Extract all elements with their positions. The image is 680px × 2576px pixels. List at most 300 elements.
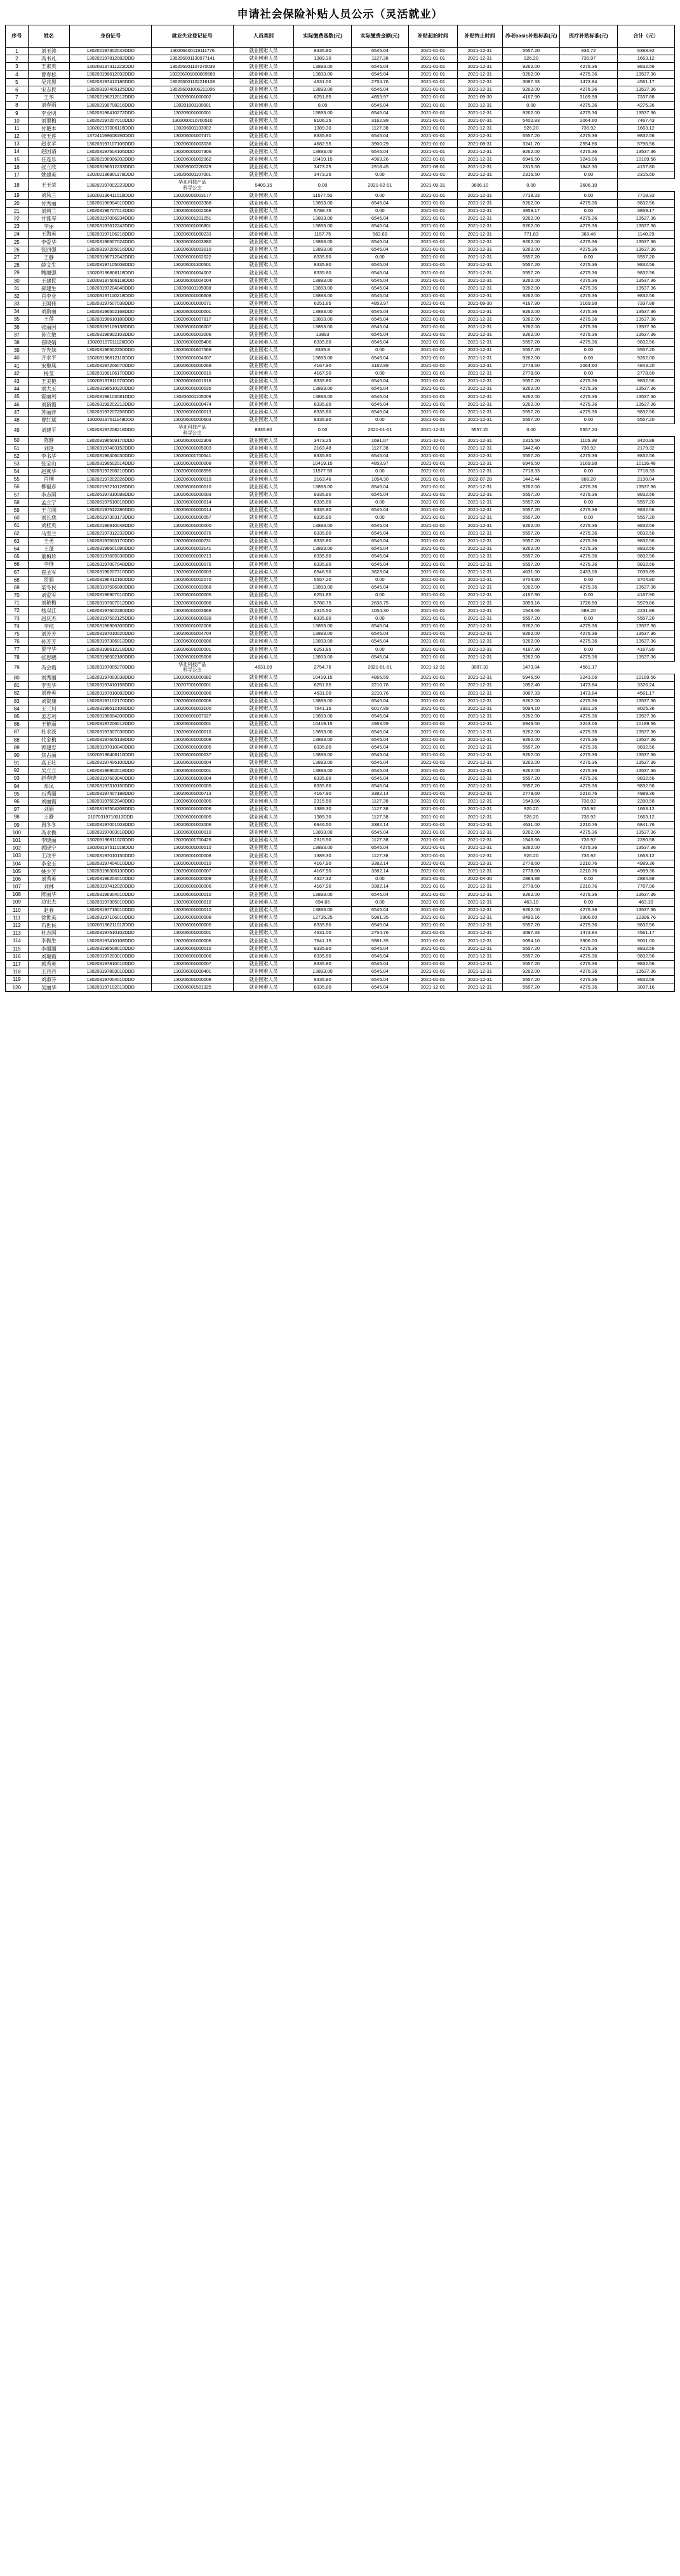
row-payment-base: 8335.80 (294, 976, 351, 984)
row-name: 李书华 (28, 452, 70, 460)
row-total: 4561.17 (617, 930, 674, 937)
row-id-number: 130203197715010DDD (70, 906, 152, 914)
row-medical-subsidy: 4275.36 (560, 775, 617, 782)
row-name: 焦占丽 (28, 751, 70, 759)
row-index: 109 (6, 898, 29, 906)
row-medical-subsidy: 4275.36 (560, 133, 617, 140)
row-name: 李群 (28, 561, 70, 568)
row-person-type: 就业困难人员 (233, 545, 294, 552)
row-start-date: 2021-01-01 (409, 674, 458, 682)
table-row (6, 968, 675, 976)
row-medical-subsidy: 4275.36 (560, 102, 617, 109)
table-row (6, 615, 675, 622)
row-start-date: 2021-01-01 (409, 806, 458, 813)
row-index: 95 (6, 790, 29, 797)
row-payment-base: 13893.00 (294, 308, 351, 316)
row-payment-amount: 6545.04 (351, 759, 408, 767)
row-person-type: 就业困难人员 (233, 207, 294, 215)
table-row (6, 223, 675, 230)
table-row (6, 452, 675, 460)
row-index: 36 (6, 323, 29, 331)
row-index: 94 (6, 782, 29, 790)
row-name: 刘芳芳 (28, 631, 70, 638)
row-payment-base: 8335.80 (294, 491, 351, 498)
row-pension-subsidy: 3087.33 (502, 78, 559, 86)
row-end-date: 2021-12-31 (457, 653, 502, 661)
row-payment-base: 12735.25 (294, 914, 351, 921)
row-start-date: 2021-01-01 (409, 207, 458, 215)
row-payment-base: 3473.25 (294, 163, 351, 171)
row-start-date: 2021-01-01 (409, 308, 458, 316)
row-person-type: 就业困难人员 (233, 117, 294, 124)
row-person-type: 就业困难人员 (233, 339, 294, 347)
row-payment-amount: 6545.04 (351, 736, 408, 744)
row-start-date: 2021-01-01 (409, 86, 458, 93)
row-registration-number: 130206001007027 (151, 712, 233, 720)
row-registration-number: 130206001000076 (151, 530, 233, 537)
row-name: 王美艳 (28, 377, 70, 385)
row-total: 13537.36 (617, 697, 674, 705)
row-end-date: 2021-12-31 (457, 530, 502, 537)
row-start-date: 2021-01-01 (409, 690, 458, 697)
row-name: 张丽国 (28, 323, 70, 331)
row-registration-number: 130206001000010 (151, 728, 233, 736)
row-total: 13537.36 (617, 316, 674, 323)
table-row (6, 362, 675, 370)
row-end-date: 2021-12-31 (457, 370, 502, 377)
row-end-date: 2021-12-31 (457, 408, 502, 416)
row-person-type: 就业困难人员 (233, 416, 294, 424)
row-end-date: 2021-12-31 (457, 690, 502, 697)
row-start-date: 2021-01-01 (409, 751, 458, 759)
row-payment-amount: 6545.04 (351, 728, 408, 736)
row-medical-subsidy: 2064.60 (560, 117, 617, 124)
row-person-type: 就业困难人员 (233, 498, 294, 506)
row-end-date: 2021-12-31 (457, 416, 502, 424)
row-person-type: 就业困难人员 (233, 576, 294, 584)
row-medical-subsidy: 736.92 (560, 813, 617, 821)
row-start-date: 2021-01-01 (409, 945, 458, 952)
row-person-type: 就业困难人员 (233, 898, 294, 906)
row-payment-base: 13893.00 (294, 712, 351, 720)
row-id-number: 130203197605138DDD (70, 736, 152, 744)
row-start-date: 2021-01-01 (409, 444, 458, 452)
row-pension-subsidy: 2778.60 (502, 883, 559, 891)
row-payment-base: 2315.50 (294, 607, 351, 615)
row-start-date: 2021-01-01 (409, 968, 458, 976)
row-payment-amount: 1127.38 (351, 124, 408, 132)
row-pension-subsidy: 3704.80 (502, 576, 559, 584)
row-end-date: 3606.10 (457, 179, 502, 192)
row-end-date: 2021-12-31 (457, 945, 502, 952)
row-medical-subsidy: 1473.84 (560, 682, 617, 690)
row-end-date: 2021-12-31 (457, 721, 502, 728)
row-payment-base: 7641.15 (294, 937, 351, 945)
row-start-date: 2021-01-01 (409, 836, 458, 844)
row-name: 李丽 (28, 223, 70, 230)
row-pension-subsidy: 1473.84 (502, 661, 559, 674)
row-index: 83 (6, 697, 29, 705)
row-name: 刘建平 (28, 424, 70, 437)
row-payment-amount: 6545.04 (351, 712, 408, 720)
table-row (6, 530, 675, 537)
col-id-number: 身份证号 (70, 25, 152, 48)
row-total: 1663.12 (617, 813, 674, 821)
row-registration-number: 130206001102216108 (151, 78, 233, 86)
row-person-type: 就业困难人员 (233, 48, 294, 55)
row-index: 80 (6, 674, 29, 682)
row-start-date: 2021-01-01 (409, 898, 458, 906)
row-total: 13537.36 (617, 622, 674, 630)
row-registration-number: 130206001000010 (151, 829, 233, 836)
row-person-type: 就业困难人员 (233, 292, 294, 300)
row-registration-number: 130206001000008 (151, 875, 233, 883)
row-pension-subsidy: 5557.20 (502, 984, 559, 991)
row-person-type: 就业困难人员 (233, 705, 294, 712)
row-total: 9832.56 (617, 945, 674, 952)
row-end-date: 2021-12-31 (457, 852, 502, 860)
row-medical-subsidy: 4275.36 (560, 199, 617, 207)
row-medical-subsidy: 4275.36 (560, 767, 617, 775)
row-person-type: 就业困难人员 (233, 829, 294, 836)
row-total: 9832.56 (617, 922, 674, 930)
row-registration-number: 130206001004004 (151, 277, 233, 284)
col-medical-subsidy: 医疗补贴标准(元) (560, 25, 617, 48)
row-person-type: 就业困难人员 (233, 437, 294, 444)
row-registration-number: 130206001000010 (151, 898, 233, 906)
row-registration-number: 130206001501325 (151, 984, 233, 991)
row-id-number: 130203197109138DDD (70, 323, 152, 331)
row-total: 2280.58 (617, 836, 674, 844)
row-start-date: 2021-01-01 (409, 117, 458, 124)
row-name: 马雪兰 (28, 530, 70, 537)
row-pension-subsidy: 5557.20 (502, 945, 559, 952)
table-row (6, 813, 675, 821)
table-row (6, 63, 675, 70)
row-name: 赵庆杰 (28, 615, 70, 622)
row-index: 24 (6, 230, 29, 238)
row-name: 李业明 (28, 109, 70, 117)
row-person-type: 就业困难人员 (233, 584, 294, 591)
row-index: 11 (6, 124, 29, 132)
row-end-date: 2021-12-31 (457, 599, 502, 607)
row-payment-base: 8335.80 (294, 775, 351, 782)
row-pension-subsidy: 4167.90 (502, 94, 559, 102)
row-index: 114 (6, 937, 29, 945)
row-index: 23 (6, 223, 29, 230)
row-payment-base: 2315.50 (294, 836, 351, 844)
row-total: 9832.56 (617, 377, 674, 385)
row-id-number: 130203196502014DDD (70, 460, 152, 467)
table-row (6, 199, 675, 207)
row-id-number: 130203197605038DDD (70, 553, 152, 561)
row-registration-number: 130206001000233 (151, 230, 233, 238)
row-name: 薛文生 (28, 262, 70, 269)
row-id-number: 130203197203010DDD (70, 952, 152, 960)
row-start-date: 2021-01-01 (409, 262, 458, 269)
row-pension-subsidy: 5557.20 (502, 253, 559, 261)
row-index: 41 (6, 362, 29, 370)
row-medical-subsidy: 3931.26 (560, 705, 617, 712)
row-pension-subsidy: 1543.66 (502, 607, 559, 615)
row-start-date: 2021-01-01 (409, 339, 458, 347)
row-medical-subsidy: 3169.98 (560, 300, 617, 308)
row-person-type: 就业困难人员 (233, 568, 294, 576)
row-registration-number: 130206001000008 (151, 914, 233, 921)
row-index: 87 (6, 728, 29, 736)
row-payment-amount: 1127.38 (351, 813, 408, 821)
row-total: 4989.36 (617, 867, 674, 875)
row-medical-subsidy: 4275.36 (560, 262, 617, 269)
row-end-date: 2021-12-31 (457, 362, 502, 370)
table-row (6, 253, 675, 261)
row-end-date: 2021-12-31 (457, 821, 502, 829)
row-person-type: 就业困难人员 (233, 631, 294, 638)
table-row (6, 133, 675, 140)
row-total: 3859.17 (617, 207, 674, 215)
row-start-date: 2021-12-31 (409, 424, 458, 437)
row-id-number: 130203196707014DDD (70, 207, 152, 215)
row-id-number: 130203197502048DDD (70, 798, 152, 806)
row-start-date: 2021-01-01 (409, 109, 458, 117)
row-index: 16 (6, 163, 29, 171)
row-total: 9832.56 (617, 507, 674, 514)
row-total: 4843.20 (617, 362, 674, 370)
row-payment-base: 1389.30 (294, 813, 351, 821)
row-pension-subsidy: 5557.20 (502, 514, 559, 522)
table-row (6, 751, 675, 759)
row-pension-subsidy: 2778.60 (502, 362, 559, 370)
row-payment-amount: 6545.04 (351, 922, 408, 930)
row-id-number: 130203197307036DDD (70, 728, 152, 736)
row-name: 刘玉涛 (28, 48, 70, 55)
row-id-number: 130203197506080DDD (70, 584, 152, 591)
row-id-number: 130203196410272DDD (70, 109, 152, 117)
row-index: 46 (6, 401, 29, 408)
col-total: 合计（元） (617, 25, 674, 48)
row-name: 刘丽霞 (28, 798, 70, 806)
row-id-number: 130202197002223DDD (70, 179, 152, 192)
row-pension-subsidy: 9262.00 (502, 844, 559, 852)
row-person-type: 就业困难人员 (233, 460, 294, 467)
row-index: 84 (6, 705, 29, 712)
row-medical-subsidy: 4561.17 (560, 661, 617, 674)
row-id-number: 130202196801178DDD (70, 171, 152, 179)
row-person-type: 就业困难人员 (233, 483, 294, 491)
row-total: 13537.36 (617, 638, 674, 646)
row-payment-amount: 0.00 (351, 370, 408, 377)
col-start-date: 补贴起始时间 (409, 25, 458, 48)
row-payment-amount: 0.00 (351, 615, 408, 622)
table-row (6, 156, 675, 163)
row-medical-subsidy: 4275.36 (560, 284, 617, 292)
row-pension-subsidy: 9262.00 (502, 638, 559, 646)
row-index: 117 (6, 960, 29, 968)
row-payment-base: 4167.90 (294, 362, 351, 370)
row-end-date: 2021-12-31 (457, 230, 502, 238)
table-row (6, 576, 675, 584)
col-payment-base: 实际缴费基数(元) (294, 25, 351, 48)
row-end-date: 2022-04-30 (457, 875, 502, 883)
row-id-number: 130203197010040DDD (70, 744, 152, 751)
row-end-date: 2021-12-31 (457, 86, 502, 93)
row-end-date: 2021-12-31 (457, 238, 502, 246)
row-payment-base: 8335.80 (294, 253, 351, 261)
row-start-date: 2021-01-01 (409, 292, 458, 300)
row-medical-subsidy: 4275.36 (560, 408, 617, 416)
row-end-date: 2021-12-31 (457, 354, 502, 362)
row-payment-base: 1389.30 (294, 806, 351, 813)
row-start-date: 2021-01-01 (409, 615, 458, 622)
table-row (6, 331, 675, 338)
row-payment-amount: 0.00 (351, 576, 408, 584)
row-person-type: 就业困难人员 (233, 362, 294, 370)
row-total: 9832.56 (617, 976, 674, 984)
row-medical-subsidy: 0.00 (560, 875, 617, 883)
row-person-type: 就业困难人员 (233, 262, 294, 269)
row-payment-amount: 4866.59 (351, 674, 408, 682)
row-payment-amount: 6545.04 (351, 751, 408, 759)
row-medical-subsidy: 4275.36 (560, 452, 617, 460)
row-pension-subsidy: 926.20 (502, 852, 559, 860)
row-pension-subsidy: 6946.50 (502, 156, 559, 163)
row-index: 65 (6, 553, 29, 561)
row-medical-subsidy: 4275.36 (560, 491, 617, 498)
row-name: 赵春晓 (28, 775, 70, 782)
row-start-date: 2021-01-01 (409, 607, 458, 615)
row-payment-amount: 3162.99 (351, 362, 408, 370)
row-payment-amount: 6545.04 (351, 945, 408, 952)
row-pension-subsidy: 9262.00 (502, 308, 559, 316)
row-id-number: 130202197302042DDD (70, 48, 152, 55)
row-payment-base: 10419.15 (294, 156, 351, 163)
table-row (6, 171, 675, 179)
table-row (6, 117, 675, 124)
row-id-number: 130203197107106DDD (70, 140, 152, 148)
row-end-date: 2021-12-31 (457, 561, 502, 568)
row-end-date: 2021-12-31 (457, 70, 502, 78)
row-total: 10116.48 (617, 460, 674, 467)
row-medical-subsidy: 4275.36 (560, 269, 617, 277)
row-person-type: 就业困难人员 (233, 852, 294, 860)
row-medical-subsidy: 2210.76 (560, 860, 617, 867)
row-end-date: 2021-12-31 (457, 697, 502, 705)
row-total: 13537.36 (617, 584, 674, 591)
row-end-date: 2021-09-30 (457, 94, 502, 102)
row-start-date: 2021-01-01 (409, 638, 458, 646)
row-name: 王艳丽 (28, 721, 70, 728)
row-name: 石秀丽 (28, 790, 70, 797)
table-row (6, 712, 675, 720)
table-row (6, 416, 675, 424)
row-payment-amount: 6545.04 (351, 638, 408, 646)
row-payment-base: 13893.00 (294, 584, 351, 591)
row-medical-subsidy: 5557.20 (560, 424, 617, 437)
row-id-number: 130203198103081DDD (70, 393, 152, 401)
row-registration-number: 130206001000010 (151, 891, 233, 898)
row-pension-subsidy: 5557.20 (502, 553, 559, 561)
row-medical-subsidy: 4275.36 (560, 522, 617, 530)
row-index: 55 (6, 476, 29, 483)
row-total: 5557.20 (617, 498, 674, 506)
row-payment-amount: 6545.04 (351, 483, 408, 491)
row-index: 106 (6, 875, 29, 883)
row-id-number: 130203197208218DDD (70, 424, 152, 437)
row-pension-subsidy: 3859.17 (502, 207, 559, 215)
row-name: 杜志国 (28, 930, 70, 937)
row-id-number: 130203197603040DDD (70, 775, 152, 782)
row-start-date: 2021-01-01 (409, 246, 458, 253)
row-payment-amount: 6545.04 (351, 530, 408, 537)
row-person-type: 就业困难人员 (233, 94, 294, 102)
row-payment-amount: 0.00 (351, 207, 408, 215)
row-total: 13537.36 (617, 401, 674, 408)
row-index: 53 (6, 460, 29, 467)
row-payment-base: 13893.00 (294, 968, 351, 976)
row-index: 103 (6, 852, 29, 860)
row-payment-base: 10419.15 (294, 721, 351, 728)
row-id-number: 130203197001003DDD (70, 821, 152, 829)
table-row (6, 622, 675, 630)
row-payment-base: 8335.80 (294, 133, 351, 140)
row-payment-amount: 6545.04 (351, 537, 408, 545)
row-registration-number: 130206001105009 (151, 393, 233, 401)
row-total: 1663.12 (617, 806, 674, 813)
row-end-date: 2021-12-31 (457, 491, 502, 498)
row-pension-subsidy: 9262.00 (502, 86, 559, 93)
row-start-date: 2021-01-01 (409, 238, 458, 246)
row-payment-amount: 6545.04 (351, 316, 408, 323)
row-registration-number: 130206001000010 (151, 476, 233, 483)
row-payment-amount: 6545.04 (351, 553, 408, 561)
row-id-number: 130203196304010DDD (70, 891, 152, 898)
table-row (6, 498, 675, 506)
row-index: 82 (6, 690, 29, 697)
row-total: 13537.36 (617, 483, 674, 491)
row-index: 31 (6, 284, 29, 292)
row-payment-amount: 6545.04 (351, 238, 408, 246)
row-pension-subsidy: 4167.90 (502, 646, 559, 653)
row-index: 19 (6, 192, 29, 199)
row-medical-subsidy: 2210.76 (560, 883, 617, 891)
table-row (6, 852, 675, 860)
row-payment-amount: 6545.04 (351, 891, 408, 898)
row-payment-base: 13893.00 (294, 109, 351, 117)
row-index: 15 (6, 156, 29, 163)
row-end-date: 2021-12-31 (457, 308, 502, 316)
row-name: 齐水平 (28, 354, 70, 362)
row-id-number: 130203197403152DDD (70, 444, 152, 452)
row-start-date: 2021-01-01 (409, 94, 458, 102)
row-payment-amount: 0.00 (351, 898, 408, 906)
row-total: 13537.36 (617, 308, 674, 316)
row-total: 3326.24 (617, 682, 674, 690)
row-person-type: 就业困难人员 (233, 133, 294, 140)
row-pension-subsidy: 9262.00 (502, 385, 559, 393)
row-registration-number: 130206001000071 (151, 300, 233, 308)
row-payment-amount: 6545.04 (351, 622, 408, 630)
row-total: 4275.36 (617, 102, 674, 109)
row-medical-subsidy: 0.00 (560, 192, 617, 199)
row-index: 75 (6, 631, 29, 638)
row-end-date: 2021-12-31 (457, 782, 502, 790)
row-total: 5557.20 (617, 514, 674, 522)
row-registration-number: 130206001003380 (151, 238, 233, 246)
row-start-date: 2021-12-01 (409, 984, 458, 991)
row-id-number: 130203196612218DDD (70, 646, 152, 653)
row-index: 3 (6, 63, 29, 70)
table-row (6, 674, 675, 682)
